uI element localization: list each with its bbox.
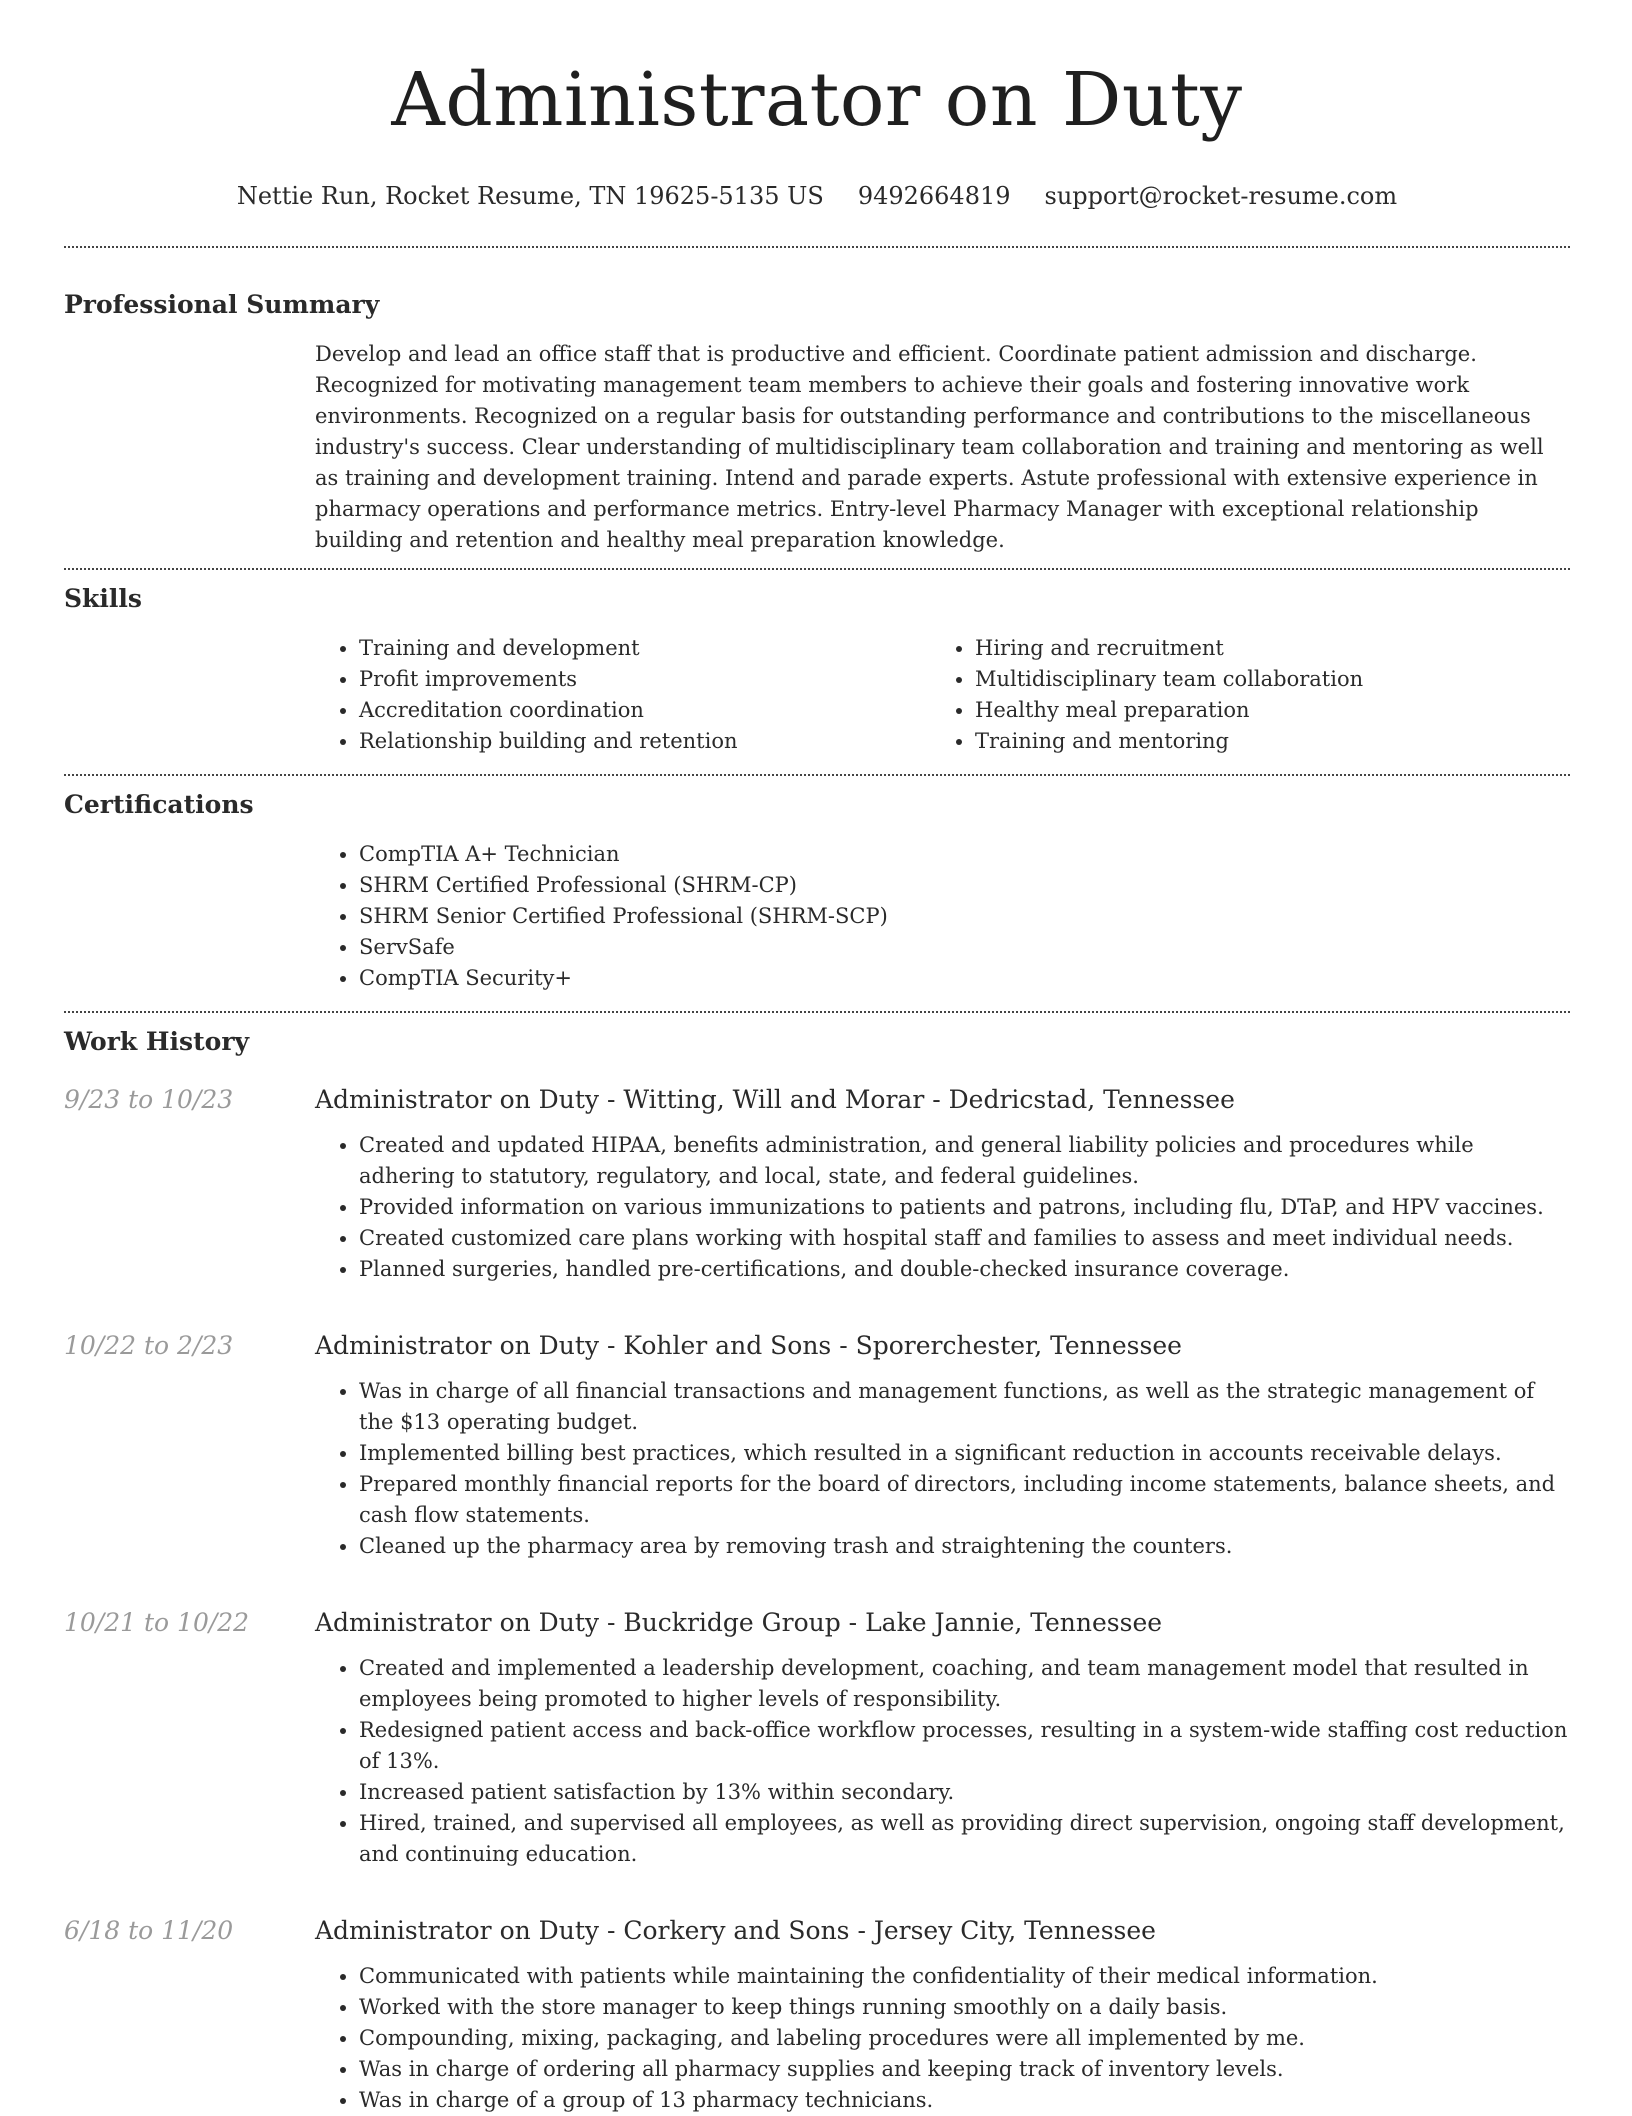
job-entry <box>64 1606 1570 1870</box>
contact-address: Nettie Run, Rocket Resume, TN 19625-5135 US <box>236 182 824 210</box>
job-duty-item: • Was in charge of ordering all pharmacy supplies and keeping track of inventory levels. <box>359 2054 1570 2085</box>
job-duty-item: • Redesigned patient access and back-office workflow processes, resulting in a system-wide staffing cost reduction of 13%. <box>359 1715 1570 1777</box>
job-duty-item: • Cleaned up the pharmacy area by removing trash and straightening the counters. <box>359 1531 1570 1562</box>
skill-item: • Profit improvements <box>359 664 931 695</box>
job-entry <box>64 1083 1570 1285</box>
skills-column-right <box>931 633 1547 757</box>
job-duty-item: • Was in charge of all financial transactions and management functions, as well as the strategic management of the $13 operating budget. <box>359 1376 1570 1438</box>
skill-item: • Training and mentoring <box>975 726 1547 757</box>
job-duty-item: • Communicated with patients while maintaining the confidentiality of their medical information. <box>359 1961 1570 1992</box>
job-duty-item: • Implemented billing best practices, which resulted in a significant reduction in accounts receivable delays. <box>359 1438 1570 1469</box>
job-duty-item: • Created and implemented a leadership development, coaching, and team management model that resulted in employees being promoted to higher levels of responsibility. <box>359 1653 1570 1715</box>
section-heading-skills: Skills <box>64 584 142 613</box>
skill-item: • Multidisciplinary team collaboration <box>975 664 1547 695</box>
certification-item: • CompTIA Security+ <box>359 963 1570 994</box>
skills-grid <box>315 633 1570 757</box>
job-title: Administrator on Duty - Buckridge Group - Lake Jannie, Tennessee <box>315 1608 1163 1637</box>
contact-line <box>64 180 1570 212</box>
job-title: Administrator on Duty - Kohler and Sons - Sporerchester, Tennessee <box>315 1331 1182 1360</box>
job-duties <box>315 1653 1570 1870</box>
certification-item: • SHRM Senior Certified Professional (SHRM-SCP) <box>359 901 1570 932</box>
skill-item: • Healthy meal preparation <box>975 695 1547 726</box>
summary-text: Develop and lead an office staff that is productive and efficient. Coordinate patient admission and discharge. Recognized for motivating management team members to achieve their goals and fostering innovative work environments. Recognized on a regular basis for outstanding performance and contributions to the miscellaneous industry's success. Clear understanding of multidisciplinary team collaboration and training and mentoring as well as training and development training. Intend and parade experts. Astute professional with extensive experience in pharmacy operations and performance metrics. Entry-level Pharmacy Manager with exceptional relationship building and retention and healthy meal preparation knowledge. <box>315 342 1544 552</box>
job-dates: 10/21 to 10/22 <box>64 1608 250 1637</box>
contact-email: support@rocket-resume.com <box>1044 182 1398 210</box>
work-history-jobs <box>64 1083 1570 2116</box>
job-duties <box>315 1376 1570 1562</box>
skill-item: • Hiring and recruitment <box>975 633 1547 664</box>
job-duty-item: • Compounding, mixing, packaging, and labeling procedures were all implemented by me. <box>359 2023 1570 2054</box>
skill-item: • Relationship building and retention <box>359 726 931 757</box>
contact-phone: 9492664819 <box>857 182 1011 210</box>
job-duty-item: • Provided information on various immunizations to patients and patrons, including flu, DTaP, and HPV vaccines. <box>359 1192 1570 1223</box>
job-duties <box>315 1130 1570 1285</box>
certifications-divider <box>64 1011 1570 1013</box>
skills-column-left <box>315 633 931 757</box>
job-title: Administrator on Duty - Witting, Will and Morar - Dedricstad, Tennessee <box>315 1085 1235 1114</box>
certifications-list <box>315 839 1570 994</box>
certification-item: • SHRM Certified Professional (SHRM-CP) <box>359 870 1570 901</box>
summary-divider <box>64 568 1570 570</box>
job-duties-list <box>315 1961 1570 2116</box>
candidate-name: Administrator on Duty <box>391 57 1243 143</box>
skill-item: • Accreditation coordination <box>359 695 931 726</box>
job-dates: 6/18 to 11/20 <box>64 1916 234 1945</box>
certifications-section <box>64 788 1570 994</box>
job-duty-item: • Was in charge of a group of 13 pharmacy technicians. <box>359 2085 1570 2116</box>
section-heading-certifications: Certifications <box>64 790 254 819</box>
job-duty-item: • Created customized care plans working with hospital staff and families to assess and meet individual needs. <box>359 1223 1570 1254</box>
job-duty-item: • Planned surgeries, handled pre-certifications, and double-checked insurance coverage. <box>359 1254 1570 1285</box>
work-history-section <box>64 1025 1570 2116</box>
job-entry <box>64 1329 1570 1562</box>
professional-summary-section <box>64 288 1570 556</box>
job-dates: 10/22 to 2/23 <box>64 1331 234 1360</box>
section-heading-work-history: Work History <box>64 1027 250 1056</box>
skill-item: • Training and development <box>359 633 931 664</box>
header-divider <box>64 246 1570 248</box>
certification-item: • CompTIA A+ Technician <box>359 839 1570 870</box>
job-dates: 9/23 to 10/23 <box>64 1085 234 1114</box>
skills-list-right <box>931 633 1547 757</box>
job-duties-list <box>315 1130 1570 1285</box>
section-heading-summary: Professional Summary <box>64 290 380 319</box>
job-duty-item: • Created and updated HIPAA, benefits administration, and general liability policies and procedures while adhering to statutory, regulatory, and local, state, and federal guidelines. <box>359 1130 1570 1192</box>
skills-section <box>64 582 1570 757</box>
job-entry <box>64 1914 1570 2116</box>
skills-divider <box>64 774 1570 776</box>
job-duty-item: • Increased patient satisfaction by 13% within secondary. <box>359 1777 1570 1808</box>
resume-page <box>64 0 1570 2116</box>
job-duties-list <box>315 1376 1570 1562</box>
certification-item: • ServSafe <box>359 932 1570 963</box>
job-duty-item: • Prepared monthly financial reports for the board of directors, including income statements, balance sheets, and cash flow statements. <box>359 1469 1570 1531</box>
job-duties <box>315 1961 1570 2116</box>
job-duty-item: • Worked with the store manager to keep things running smoothly on a daily basis. <box>359 1992 1570 2023</box>
skills-list-left <box>315 633 931 757</box>
job-title: Administrator on Duty - Corkery and Sons - Jersey City, Tennessee <box>315 1916 1156 1945</box>
job-duty-item: • Hired, trained, and supervised all employees, as well as providing direct supervision, ongoing staff development, and continuing education. <box>359 1808 1570 1870</box>
certifications-body <box>315 839 1570 994</box>
job-duties-list <box>315 1653 1570 1870</box>
